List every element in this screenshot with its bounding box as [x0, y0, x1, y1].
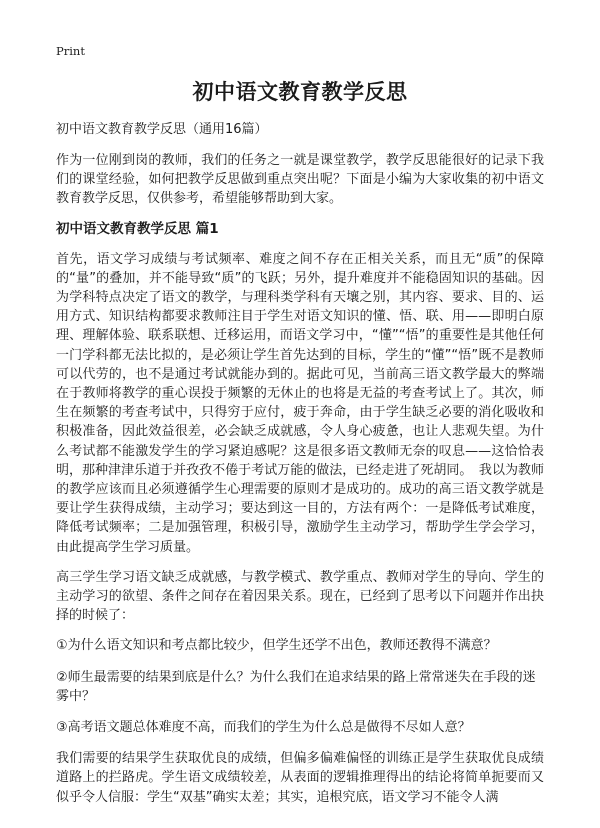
question-item-3: ③高考语文题总体难度不高，而我们的学生为什么总是做得不尽如人意？ [56, 720, 471, 736]
print-link[interactable]: Print [56, 44, 85, 58]
section-heading: 初中语文教育教学反思 篇1 [56, 220, 219, 237]
intro-paragraph: 作为一位刚到岗的教师，我们的任务之一就是课堂教学，教学反思能很好的记录下我们的课堂经验，如何把教学反思做到重点突出呢？下面是小编为大家收集的初中语文教育教学反思，仅供参考，希望能够帮助到大家。 [56, 153, 544, 207]
document-subtitle: 初中语文教育教学反思（通用16篇） [56, 122, 268, 137]
document-title: 初中语文教育教学反思 [192, 80, 408, 104]
body-paragraph-3: 我们需要的结果学生获取优良的成绩，但偏多偏难偏怪的训练正是学生获取优良成绩道路上的拦路虎。学生语文成绩较差，从表面的逻辑推理得出的结论将简单扼要而又似乎令人信服：学生“双基”确实太差；其实，追根究底，语文学习不能令人满 [56, 751, 544, 805]
body-paragraph-1: 首先，语文学习成绩与考试频率、难度之间不存在正相关关系，而且无“质”的保障的“量”的叠加，并不能导致“质”的飞跃；另外，提升难度并不能稳固知识的基础。因为学科特点决定了语文的教学，与理科类学科有天壤之别，其内容、要求、目的、运用方式、知识结构都要求教师注目于学生对语文知识的懂、悟、联、用——即明白原理、理解体验、联系联想、迁移运用，而语文学习中，“懂”“悟”的重要性是其他任何一门学科都无法比拟的，是必须让学生首先达到的目标，学生的“懂”“悟”既不是教师可以代劳的，也不是通过考试就能办到的。据此可见，当前高三语文教学最大的弊端在于教师将教学的重心误投于频繁的无休止的也将是无益的考查考试上了。其次，师生在频繁的考查考试中，只得穷于应付，疲于奔命，由于学生缺乏必要的消化吸收和积极准备，因此效益很差，必会缺乏成就感，令人身心疲惫，也让人悲观失望。为什么考试都不能激发学生的学习紧迫感呢？这是很多语文教师无奈的叹息——这恰恰表明，那种津津乐道于并孜孜不倦于考试万能的做法，已经走进了死胡同。 我以为教师的教学应该而且必须遵循学生心理需要的原则才是成功的。成功的高三语文教学就是要让学生获得成绩，主动学习；要达到这一目的，方法有两个：一是降低考试难度，降低考试频率；二是加强管理，积极引导，激励学生主动学习，帮助学生学会学习，由此提高学生学习质量。 [56, 251, 544, 555]
question-item-2: ②师生最需要的结果到底是什么？为什么我们在追求结果的路上常常迷失在手段的迷雾中？ [56, 669, 536, 704]
body-paragraph-2: 高三学生学习语文缺乏成就感，与教学模式、教学重点、教师对学生的导向、学生的主动学习的欲望、条件之间存在着因果关系。现在，已经到了思考以下问题并作出抉择的时候了： [56, 569, 544, 624]
question-item-1: ①为什么语文知识和考点都比较少，但学生还学不出色，教师还教得不满意？ [56, 638, 497, 654]
document-body [56, 120, 544, 818]
